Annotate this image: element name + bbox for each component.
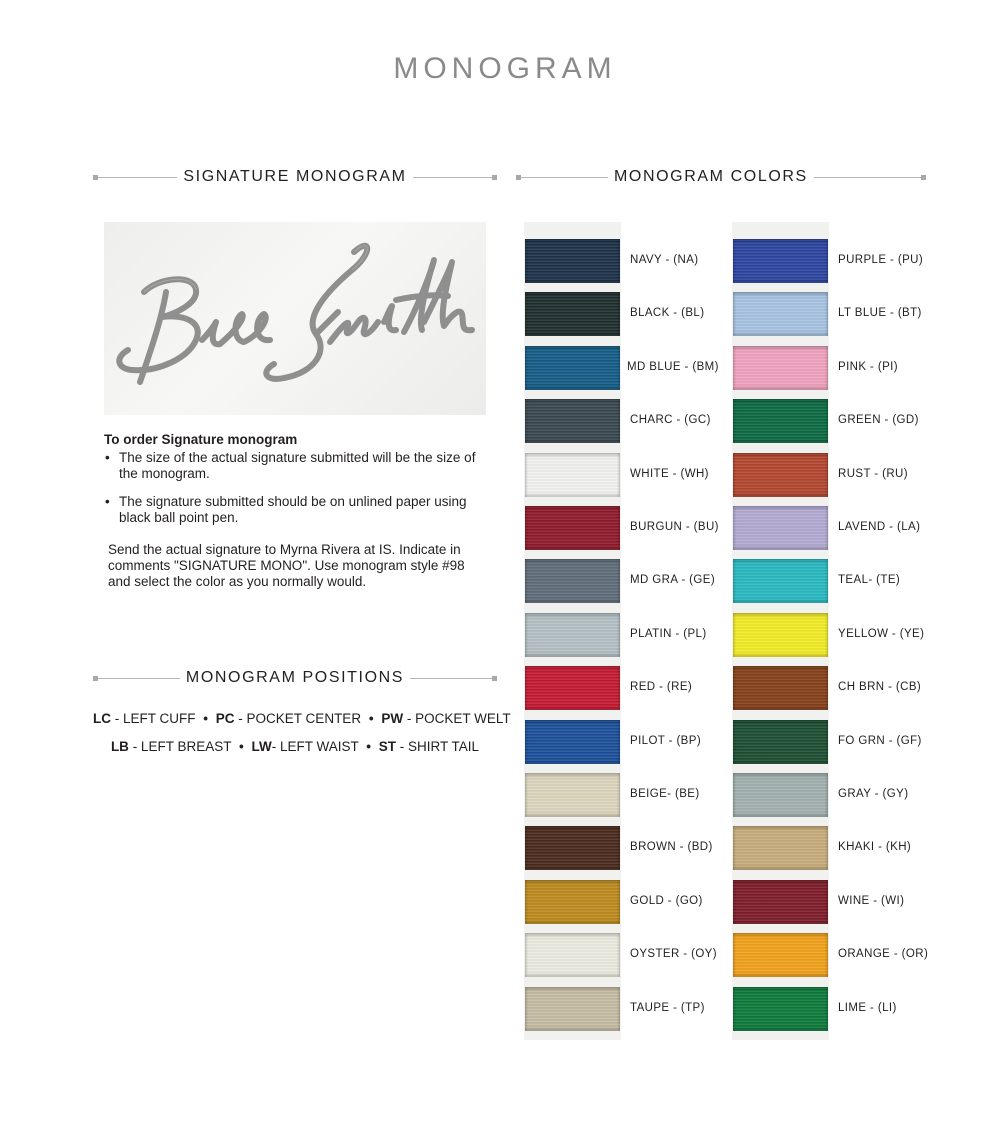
position-text: - LEFT WAIST — [271, 739, 359, 754]
positions-line-2 — [93, 733, 497, 761]
page-title: MONOGRAM — [393, 52, 617, 85]
color-label: TAUPE - (TP) — [630, 1002, 705, 1014]
signature-monogram-header — [93, 167, 497, 187]
color-label: LIME - (LI) — [838, 1002, 897, 1014]
color-label: BEIGE- (BE) — [630, 788, 700, 800]
color-swatch — [525, 506, 620, 550]
separator-dot: • — [366, 739, 371, 754]
signature-embroidery-graphic — [104, 222, 486, 415]
color-label: RED - (RE) — [630, 681, 693, 693]
color-label: GREEN - (GD) — [838, 414, 919, 426]
color-swatch — [733, 239, 828, 283]
position-text: - LEFT CUFF — [111, 711, 196, 726]
position-code: PW — [381, 711, 404, 726]
color-label: PURPLE - (PU) — [838, 254, 924, 266]
color-swatch — [733, 292, 828, 336]
color-label: NAVY - (NA) — [630, 254, 699, 266]
color-label: BROWN - (BD) — [630, 841, 713, 853]
color-swatch — [733, 453, 828, 497]
color-swatch — [733, 506, 828, 550]
color-swatch — [525, 826, 620, 870]
order-bullet: • The size of the actual signature submitted will be the size of the monogram. — [104, 450, 484, 482]
color-label: CHARC - (GC) — [630, 414, 711, 426]
order-title: To order Signature monogram — [104, 432, 298, 447]
color-swatch — [525, 292, 620, 336]
color-label: KHAKI - (KH) — [838, 841, 912, 853]
header-rule-right — [410, 678, 497, 679]
signature-sample-image — [104, 222, 486, 415]
color-swatch — [525, 933, 620, 977]
header-rule-left — [93, 177, 177, 178]
header-rule-left — [93, 678, 180, 679]
header-rule-left — [516, 177, 608, 178]
color-swatch — [525, 987, 620, 1031]
color-label: OYSTER - (OY) — [630, 948, 717, 960]
position-code: ST — [378, 739, 397, 754]
color-swatch — [733, 613, 828, 657]
color-swatch — [733, 773, 828, 817]
color-swatch — [525, 346, 620, 390]
color-label: PINK - (PI) — [838, 361, 898, 373]
color-swatch — [525, 559, 620, 603]
color-swatch — [525, 613, 620, 657]
position-text: - SHIRT TAIL — [396, 739, 480, 754]
color-swatch — [525, 453, 620, 497]
color-swatch — [525, 399, 620, 443]
color-label: GRAY - (GY) — [838, 788, 909, 800]
color-label: BURGUN - (BU) — [630, 521, 719, 533]
color-label: WHITE - (WH) — [630, 468, 709, 480]
color-swatch — [733, 987, 828, 1031]
color-swatch — [525, 880, 620, 924]
color-label: FO GRN - (GF) — [838, 735, 922, 747]
header-rule-right — [814, 177, 926, 178]
color-label: RUST - (RU) — [838, 468, 908, 480]
section-title: MONOGRAM COLORS — [614, 168, 808, 185]
order-bullet: • The signature submitted should be on unlined paper using black ball point pen. — [104, 494, 484, 526]
separator-dot: • — [203, 711, 209, 726]
color-label: TEAL- (TE) — [838, 574, 901, 586]
separator-dot: • — [238, 739, 244, 754]
color-swatch — [733, 720, 828, 764]
position-text: - POCKET CENTER — [234, 711, 362, 726]
color-swatch — [733, 399, 828, 443]
color-swatch — [733, 880, 828, 924]
section-title: SIGNATURE MONOGRAM — [183, 168, 407, 185]
color-swatch — [733, 933, 828, 977]
monogram-positions-list — [93, 705, 511, 761]
section-title: MONOGRAM POSITIONS — [185, 669, 405, 686]
color-swatch — [525, 666, 620, 710]
color-label: ORANGE - (OR) — [838, 948, 929, 960]
order-instructions — [104, 432, 484, 590]
separator-dot: • — [368, 711, 374, 726]
color-label: LT BLUE - (BT) — [838, 307, 922, 319]
color-swatch — [733, 666, 828, 710]
color-swatch — [733, 559, 828, 603]
color-swatch — [733, 826, 828, 870]
color-label: PILOT - (BP) — [630, 735, 702, 747]
position-code: LW — [251, 739, 272, 754]
monogram-positions-header — [93, 668, 497, 688]
position-code: PC — [215, 711, 235, 726]
color-label: WINE - (WI) — [838, 895, 905, 907]
color-label: CH BRN - (CB) — [838, 681, 922, 693]
monogram-colors-header — [516, 167, 926, 187]
color-swatch — [525, 720, 620, 764]
order-note: Send the actual signature to Myrna Rivera at IS. Indicate in comments "SIGNATURE MONO". Use monogram style #98 and select the color as you normally would. — [108, 542, 465, 589]
color-label: GOLD - (GO) — [630, 895, 703, 907]
position-code: LB — [110, 739, 129, 754]
color-label: MD GRA - (GE) — [630, 574, 716, 586]
color-swatch — [733, 346, 828, 390]
positions-line-1 — [93, 705, 511, 733]
color-label: BLACK - (BL) — [630, 307, 705, 319]
color-swatch — [525, 239, 620, 283]
color-label: YELLOW - (YE) — [838, 628, 925, 640]
position-text: - POCKET WELT — [403, 711, 511, 726]
color-label: PLATIN - (PL) — [630, 628, 707, 640]
position-code: LC — [93, 711, 111, 726]
color-label: LAVEND - (LA) — [838, 521, 921, 533]
color-swatch — [525, 773, 620, 817]
color-label: MD BLUE - (BM) — [627, 361, 719, 373]
position-text: - LEFT BREAST — [128, 739, 232, 754]
header-rule-right — [413, 177, 497, 178]
